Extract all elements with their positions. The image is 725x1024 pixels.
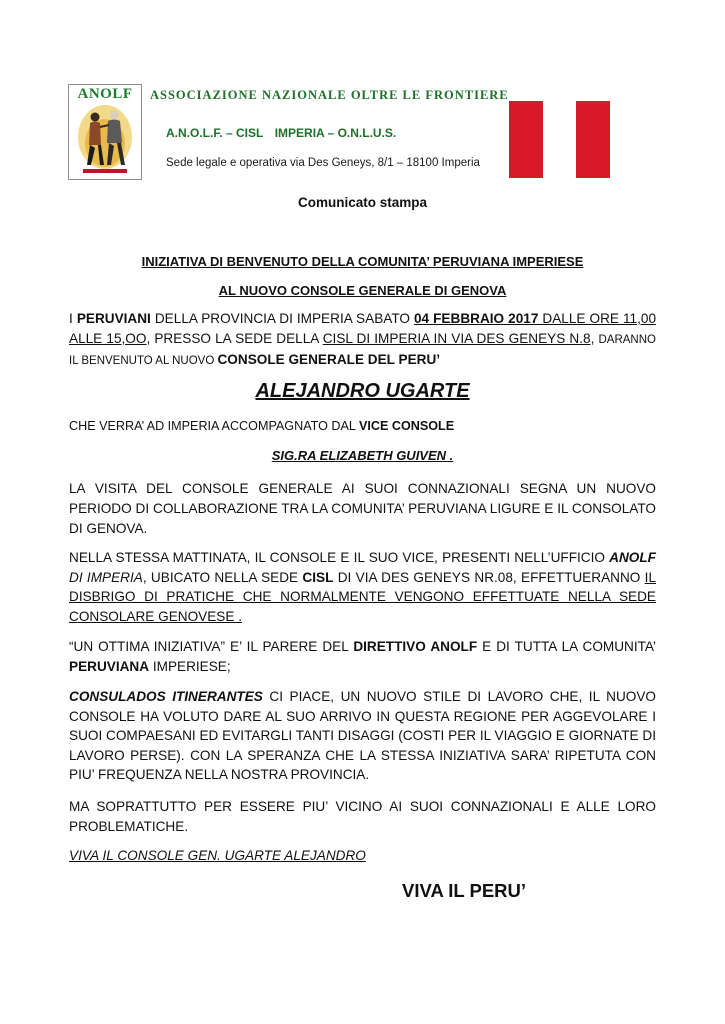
paragraph-7: MA SOPRATTUTTO PER ESSERE PIU’ VICINO AI SUOI CONNAZIONALI E ALLE LORO PROBLEMATICHE. (69, 799, 656, 834)
doc-title-1: INIZIATIVA DI BENVENUTO DELLA COMUNITA’ PERUVIANA IMPERIESE (141, 254, 584, 269)
org-sub-cisl: A.N.O.L.F. – CISL (166, 126, 264, 140)
org-sub-imperia: IMPERIA – O.N.L.U.S. (274, 126, 397, 140)
flag-stripe-center (543, 101, 576, 178)
consulados-bold: CONSULADOS ITINERANTES (69, 689, 263, 704)
org-subtitle (166, 126, 404, 140)
paragraph-2: CHE VERRA’ AD IMPERIA ACCOMPAGNATO DAL VICE CONSOLE (69, 419, 455, 433)
logo-figures-icon (69, 85, 141, 179)
paragraph-3: LA VISITA DEL CONSOLE GENERALE AI SUOI CONNAZIONALI SEGNA UN NUOVO PERIODO DI COLLABORAZIONE TRA LA COMUNITA’ PERUVIANA LIGURE E IL CONSOLATO DI GENOVA. (69, 481, 656, 536)
paragraph-5: “UN OTTIMA INIZIATIVA” E’ IL PARERE DEL DIRETTIVO ANOLF E DI TUTTA LA COMUNITA’ PERUVIANA IMPERIESE; (69, 639, 657, 674)
peru-flag (509, 101, 610, 178)
time-underline: DALLE ORE 11,00 ALLE 15,OO (69, 311, 657, 346)
peruviani-bold: PERUVIANI (76, 311, 151, 326)
peruviana-bold: PERUVIANA (69, 659, 150, 674)
flag-stripe-right (576, 101, 610, 178)
date-bold: 04 FEBBRAIO 2017 (413, 311, 539, 326)
paragraph-4: NELLA STESSA MATTINATA, IL CONSOLE E IL SUO VICE, PRESENTI NELL’UFFICIO ANOLF DI IMPERIA, UBICATO NELLA SEDE CISL DI VIA DES GENEYS NR.08, EFFETTUERANNO IL DISBRIGO DI PRATICHE CHE NORMALMENTE VENGONO EFFETTUATE NELLA SEDE CONSOLARE GENOVESE . (69, 550, 657, 624)
paragraph-1: I PERUVIANI DELLA PROVINCIA DI IMPERIA SABATO 04 FEBBRAIO 2017 DALLE ORE 11,00 ALLE 15,OO, PRESSO LA SEDE DELLA CISL DI IMPERIA IN VIA DES GENEYS N.8, DARANNO IL BENVENUTO AL NUOVO CONSOLE GENERALE DEL PERU’ (69, 311, 657, 367)
doc-label: Comunicato stampa (297, 195, 428, 210)
consul-title-bold: CONSOLE GENERALE DEL PERU’ (217, 352, 441, 367)
anolf-bold: ANOLF (609, 550, 656, 565)
flag-stripe-left (509, 101, 543, 178)
anolf-logo (68, 84, 142, 180)
closing-line-1: VIVA IL CONSOLE GEN. UGARTE ALEJANDRO (69, 848, 366, 863)
vice-console-bold: VICE CONSOLE (358, 419, 455, 433)
logo-wordmark: ANOLF (77, 86, 133, 102)
cisl-bold: CISL (302, 569, 334, 585)
org-address: Sede legale e operativa via Des Geneys, 8/1 – 18100 Imperia (166, 157, 480, 169)
org-name: ASSOCIAZIONE NAZIONALE OLTRE LE FRONTIERE (150, 88, 509, 102)
direttivo-bold: DIRETTIVO ANOLF (353, 639, 478, 654)
paragraph-6: CONSULADOS ITINERANTES CI PIACE, UN NUOVO STILE DI LAVORO CHE, IL NUOVO CONSOLE HA VOLUTO DARE AL SUO ARRIVO IN QUESTA REGIONE PER AGGEVOLARE I SUOI COMPAESANI ED EVITARGLI TANTI DISAGGI (COSTI PER IL VIAGGIO E GIORNATE DI LAVORO PERSE). CON LA SPERANZA CHE LA STESSA INIZIATIVA SARA’ RIPETUTA CON PIU’ FREQUENZA NELLA NOSTRA PROVINCIA. (69, 689, 657, 782)
consul-name: ALEJANDRO UGARTE (255, 380, 470, 402)
doc-title-2: AL NUOVO CONSOLE GENERALE DI GENOVA (218, 283, 507, 298)
closing-line-2: VIVA IL PERU’ (402, 880, 527, 901)
vice-consul-name: SIG.RA ELIZABETH GUIVEN . (271, 448, 454, 463)
services-underline: IL DISBRIGO DI PRATICHE CHE NORMALMENTE VENGONO EFFETTUATE NELLA SEDE CONSOLARE GENOVESE . (69, 569, 657, 624)
venue-underline: CISL DI IMPERIA IN VIA DES GENEYS N.8 (322, 331, 591, 346)
